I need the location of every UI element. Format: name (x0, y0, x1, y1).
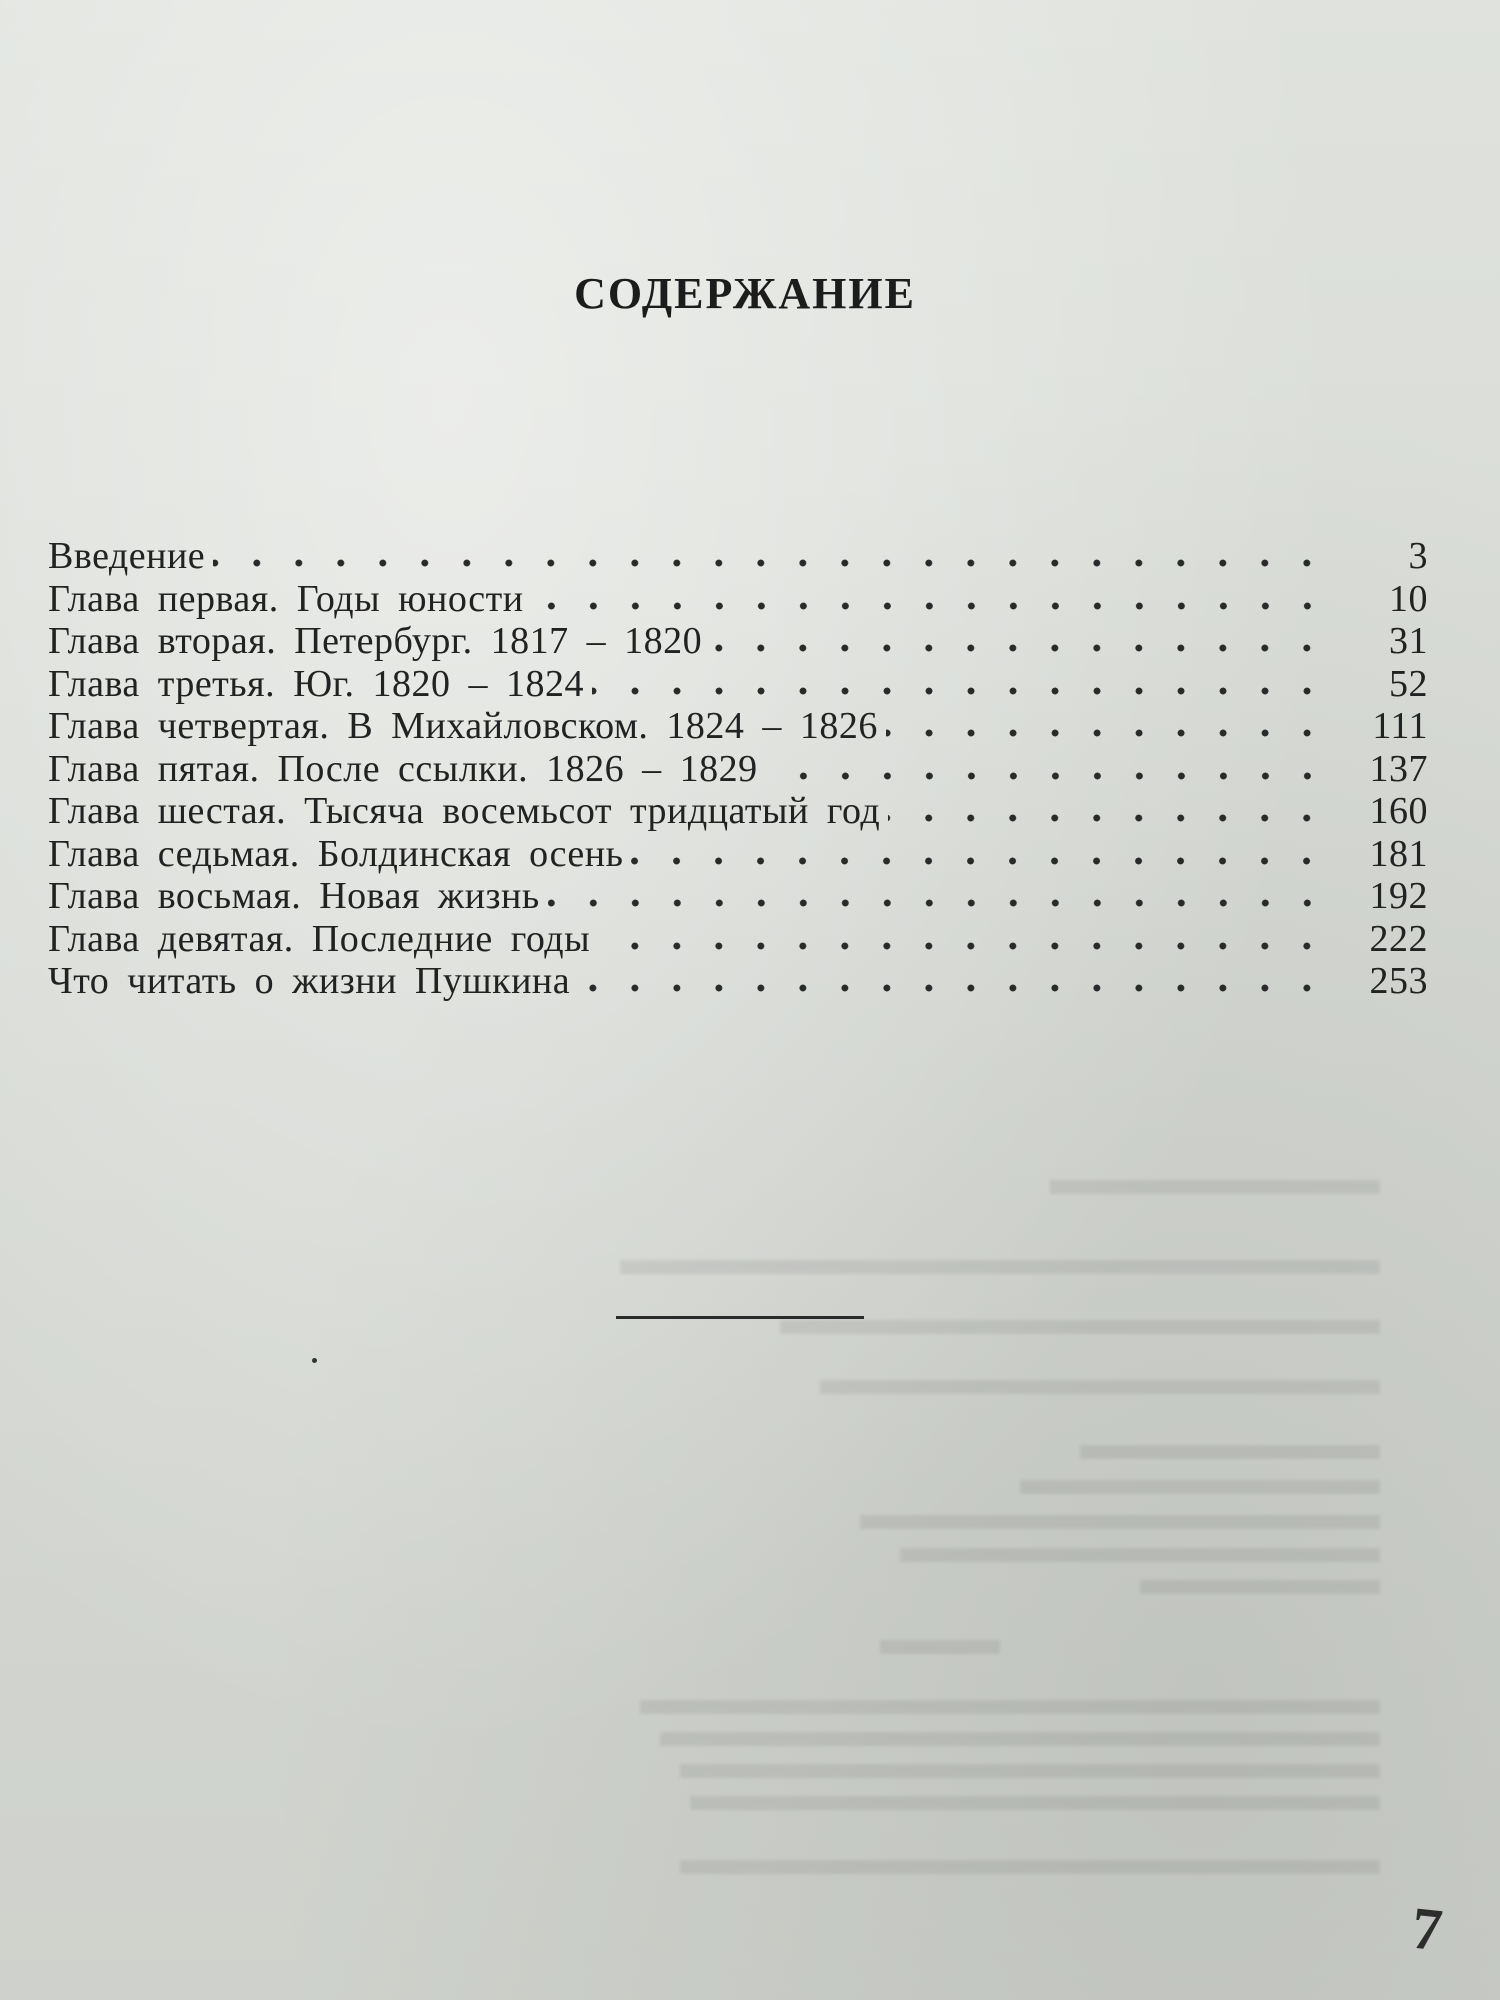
toc-entry-title: Глава пятая. После ссылки. 1826 – 1829 (48, 747, 758, 790)
dot-leader (710, 623, 1328, 653)
toc-entry (48, 662, 1428, 705)
dot-leader (598, 921, 1328, 951)
toc-entry-title: Что читать о жизни Пушкина (48, 960, 571, 1002)
dot-leader (886, 708, 1328, 738)
ink-speck (312, 1358, 317, 1363)
toc-entry-page: 160 (1369, 790, 1428, 832)
dot-leader (578, 963, 1328, 993)
toc-entry-title: Глава третья. Юг. 1820 – 1824 (48, 662, 584, 705)
toc-entry-page: 10 (1389, 577, 1428, 620)
toc-entry-page: 181 (1369, 832, 1428, 875)
toc-entry (48, 874, 1428, 917)
toc-entry (48, 832, 1428, 875)
toc-entry-page: 222 (1369, 917, 1428, 960)
toc-entry (48, 704, 1428, 747)
toc-entry (48, 577, 1428, 620)
toc-entry-page: 3 (1408, 535, 1428, 577)
dot-leader (532, 581, 1328, 611)
toc-entry (48, 534, 1428, 577)
toc-entry-title: Глава шестая. Тысяча восемьсот тридцатый год (48, 790, 881, 832)
toc-entry-page: 192 (1369, 875, 1428, 917)
toc-entry-title: Глава седьмая. Болдинская осень (48, 832, 624, 875)
dot-leader (888, 793, 1328, 823)
page-corner-mark: 7 (1408, 1894, 1446, 1964)
toc-entry-title: Глава четвертая. В Михайловском. 1824 – 1826 (48, 705, 878, 747)
show-through-text (560, 1180, 1380, 1900)
toc-entry (48, 789, 1428, 832)
toc-entry (48, 747, 1428, 790)
toc-entry-page: 31 (1389, 620, 1428, 662)
dot-leader (213, 538, 1328, 568)
toc-entry-title: Введение (48, 535, 206, 577)
toc-entry (48, 619, 1428, 662)
toc-entry-title: Глава восьмая. Новая жизнь (48, 875, 540, 917)
toc-entry-title: Глава вторая. Петербург. 1817 – 1820 (48, 620, 703, 662)
toc-entry-page: 52 (1389, 662, 1428, 705)
page-title: СОДЕРЖАНИЕ (574, 269, 916, 318)
toc-entry-page: 111 (1372, 705, 1428, 747)
dot-leader (548, 878, 1328, 908)
toc-entry (48, 959, 1428, 1002)
toc-entry-title: Глава первая. Годы юности (48, 577, 524, 620)
table-of-contents (48, 534, 1428, 1002)
dot-leader (766, 751, 1328, 781)
toc-entry (48, 917, 1428, 960)
toc-entry-page: 253 (1369, 960, 1428, 1002)
toc-entry-title: Глава девятая. Последние годы (48, 917, 591, 960)
dot-leader (631, 836, 1328, 866)
toc-entry-page: 137 (1369, 747, 1428, 790)
dot-leader (592, 666, 1328, 696)
